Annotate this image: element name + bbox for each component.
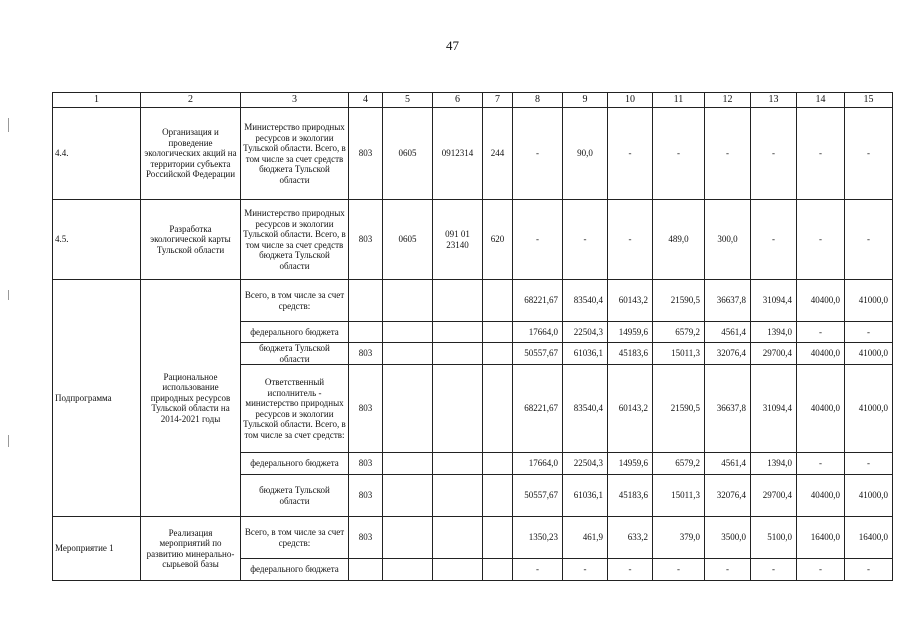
funding-source: федерального бюджета (241, 453, 349, 475)
code-cell (433, 517, 483, 559)
value-cell: - (608, 200, 653, 280)
row-number: Мероприятие 1 (53, 517, 141, 581)
column-header: 3 (241, 93, 349, 108)
funding-source: Министерство природных ресурсов и экологии Тульской области. Всего, в том числе за счет средств бюджета Тульской области (241, 200, 349, 280)
value-cell: - (705, 108, 751, 200)
value-cell: - (797, 108, 845, 200)
code-cell: 803 (349, 453, 383, 475)
value-cell: 17664,0 (513, 453, 563, 475)
code-cell (433, 453, 483, 475)
activity-name: Рациональное использование природных ресурсов Тульской области на 2014-2021 годы (141, 280, 241, 517)
page-number: 47 (446, 38, 459, 53)
value-cell: - (513, 559, 563, 581)
value-cell: 22504,3 (563, 322, 608, 343)
code-cell: 803 (349, 365, 383, 453)
value-cell: - (705, 559, 751, 581)
value-cell: 379,0 (653, 517, 705, 559)
value-cell: - (608, 108, 653, 200)
value-cell: 14959,6 (608, 322, 653, 343)
value-cell: 90,0 (563, 108, 608, 200)
column-header: 11 (653, 93, 705, 108)
code-cell (383, 559, 433, 581)
value-cell: 1394,0 (751, 453, 797, 475)
code-cell (483, 559, 513, 581)
code-cell: 0912314 (433, 108, 483, 200)
code-cell: 620 (483, 200, 513, 280)
value-cell: 40400,0 (797, 475, 845, 517)
value-cell: - (845, 200, 893, 280)
value-cell: - (797, 200, 845, 280)
value-cell: 4561,4 (705, 453, 751, 475)
code-cell (383, 280, 433, 322)
scan-artifact (8, 118, 9, 132)
value-cell: 22504,3 (563, 453, 608, 475)
value-cell: 61036,1 (563, 475, 608, 517)
value-cell: 1394,0 (751, 322, 797, 343)
column-header: 13 (751, 93, 797, 108)
code-cell: 803 (349, 343, 383, 365)
code-cell (349, 322, 383, 343)
code-cell: 091 01 23140 (433, 200, 483, 280)
code-cell (483, 475, 513, 517)
value-cell: - (751, 200, 797, 280)
value-cell: 32076,4 (705, 475, 751, 517)
code-cell (383, 517, 433, 559)
value-cell: 5100,0 (751, 517, 797, 559)
code-cell (433, 322, 483, 343)
value-cell: 50557,67 (513, 475, 563, 517)
value-cell: 36637,8 (705, 365, 751, 453)
column-header: 5 (383, 93, 433, 108)
column-header: 6 (433, 93, 483, 108)
value-cell: - (845, 322, 893, 343)
value-cell: 40400,0 (797, 343, 845, 365)
code-cell (433, 559, 483, 581)
activity-name: Реализация мероприятий по развитию минерально-сырьевой базы (141, 517, 241, 581)
value-cell: 17664,0 (513, 322, 563, 343)
funding-source: Всего, в том числе за счет средств: (241, 517, 349, 559)
value-cell: 41000,0 (845, 280, 893, 322)
scan-artifact (8, 435, 9, 447)
column-header: 12 (705, 93, 751, 108)
scan-artifact (8, 290, 9, 300)
code-cell (433, 280, 483, 322)
value-cell: 300,0 (705, 200, 751, 280)
value-cell: 4561,4 (705, 322, 751, 343)
value-cell: - (751, 559, 797, 581)
table-row-4-5 (53, 200, 893, 280)
value-cell: 40400,0 (797, 280, 845, 322)
value-cell: - (845, 108, 893, 200)
code-cell (483, 453, 513, 475)
code-cell (383, 453, 433, 475)
code-cell: 0605 (383, 200, 433, 280)
value-cell: 45183,6 (608, 343, 653, 365)
value-cell: 14959,6 (608, 453, 653, 475)
funding-source: Ответственный исполнитель - министерство природных ресурсов и экологии Тульской области. Всего, в том числе за счет средств: (241, 365, 349, 453)
value-cell: 83540,4 (563, 365, 608, 453)
funding-source: Всего, в том числе за счет средств: (241, 280, 349, 322)
value-cell: 32076,4 (705, 343, 751, 365)
code-cell: 0605 (383, 108, 433, 200)
activity-name: Организация и проведение экологических акций на территории субъекта Российской Федерации (141, 108, 241, 200)
value-cell: 50557,67 (513, 343, 563, 365)
activity-name: Разработка экологической карты Тульской области (141, 200, 241, 280)
column-header: 7 (483, 93, 513, 108)
value-cell: - (845, 559, 893, 581)
table-row-4-4 (53, 108, 893, 200)
column-header: 14 (797, 93, 845, 108)
column-number-row (53, 93, 893, 108)
value-cell: 31094,4 (751, 365, 797, 453)
code-cell: 803 (349, 517, 383, 559)
value-cell: - (751, 108, 797, 200)
budget-table (52, 92, 893, 581)
column-header: 9 (563, 93, 608, 108)
value-cell: 41000,0 (845, 343, 893, 365)
code-cell (433, 365, 483, 453)
code-cell (483, 322, 513, 343)
value-cell: 31094,4 (751, 280, 797, 322)
value-cell: 15011,3 (653, 343, 705, 365)
funding-source: федерального бюджета (241, 322, 349, 343)
code-cell: 803 (349, 200, 383, 280)
value-cell: 6579,2 (653, 322, 705, 343)
value-cell: - (563, 200, 608, 280)
value-cell: 41000,0 (845, 365, 893, 453)
value-cell: 40400,0 (797, 365, 845, 453)
funding-source: Министерство природных ресурсов и экологии Тульской области. Всего, в том числе за счет средств бюджета Тульской области (241, 108, 349, 200)
code-cell (383, 475, 433, 517)
value-cell: 60143,2 (608, 365, 653, 453)
code-cell (349, 280, 383, 322)
row-number: 4.4. (53, 108, 141, 200)
funding-source: федерального бюджета (241, 559, 349, 581)
value-cell: 83540,4 (563, 280, 608, 322)
value-cell: 41000,0 (845, 475, 893, 517)
code-cell (383, 343, 433, 365)
value-cell: 15011,3 (653, 475, 705, 517)
value-cell: 29700,4 (751, 475, 797, 517)
value-cell: - (797, 453, 845, 475)
value-cell: 461,9 (563, 517, 608, 559)
value-cell: - (513, 108, 563, 200)
row-number: 4.5. (53, 200, 141, 280)
column-header: 10 (608, 93, 653, 108)
value-cell: 21590,5 (653, 365, 705, 453)
code-cell: 803 (349, 108, 383, 200)
value-cell: 68221,67 (513, 365, 563, 453)
value-cell: 6579,2 (653, 453, 705, 475)
code-cell (433, 343, 483, 365)
value-cell: 21590,5 (653, 280, 705, 322)
column-header: 1 (53, 93, 141, 108)
code-cell (383, 365, 433, 453)
value-cell: 16400,0 (797, 517, 845, 559)
subprogram-row (53, 280, 893, 322)
value-cell: 489,0 (653, 200, 705, 280)
column-header: 2 (141, 93, 241, 108)
code-cell (383, 322, 433, 343)
value-cell: - (653, 559, 705, 581)
code-cell (483, 517, 513, 559)
row-number: Подпрограмма (53, 280, 141, 517)
event-row (53, 517, 893, 559)
value-cell: 60143,2 (608, 280, 653, 322)
value-cell: 29700,4 (751, 343, 797, 365)
code-cell: 244 (483, 108, 513, 200)
value-cell: - (797, 559, 845, 581)
code-cell (433, 475, 483, 517)
value-cell: 61036,1 (563, 343, 608, 365)
value-cell: - (653, 108, 705, 200)
value-cell: 16400,0 (845, 517, 893, 559)
value-cell: - (563, 559, 608, 581)
value-cell: - (513, 200, 563, 280)
value-cell: 45183,6 (608, 475, 653, 517)
funding-source: бюджета Тульской области (241, 475, 349, 517)
code-cell: 803 (349, 475, 383, 517)
funding-source: бюджета Тульской области (241, 343, 349, 365)
code-cell (349, 559, 383, 581)
value-cell: - (797, 322, 845, 343)
value-cell: 633,2 (608, 517, 653, 559)
value-cell: 68221,67 (513, 280, 563, 322)
column-header: 8 (513, 93, 563, 108)
value-cell: 3500,0 (705, 517, 751, 559)
value-cell: 1350,23 (513, 517, 563, 559)
column-header: 4 (349, 93, 383, 108)
value-cell: 36637,8 (705, 280, 751, 322)
code-cell (483, 280, 513, 322)
value-cell: - (845, 453, 893, 475)
code-cell (483, 365, 513, 453)
code-cell (483, 343, 513, 365)
value-cell: - (608, 559, 653, 581)
column-header: 15 (845, 93, 893, 108)
